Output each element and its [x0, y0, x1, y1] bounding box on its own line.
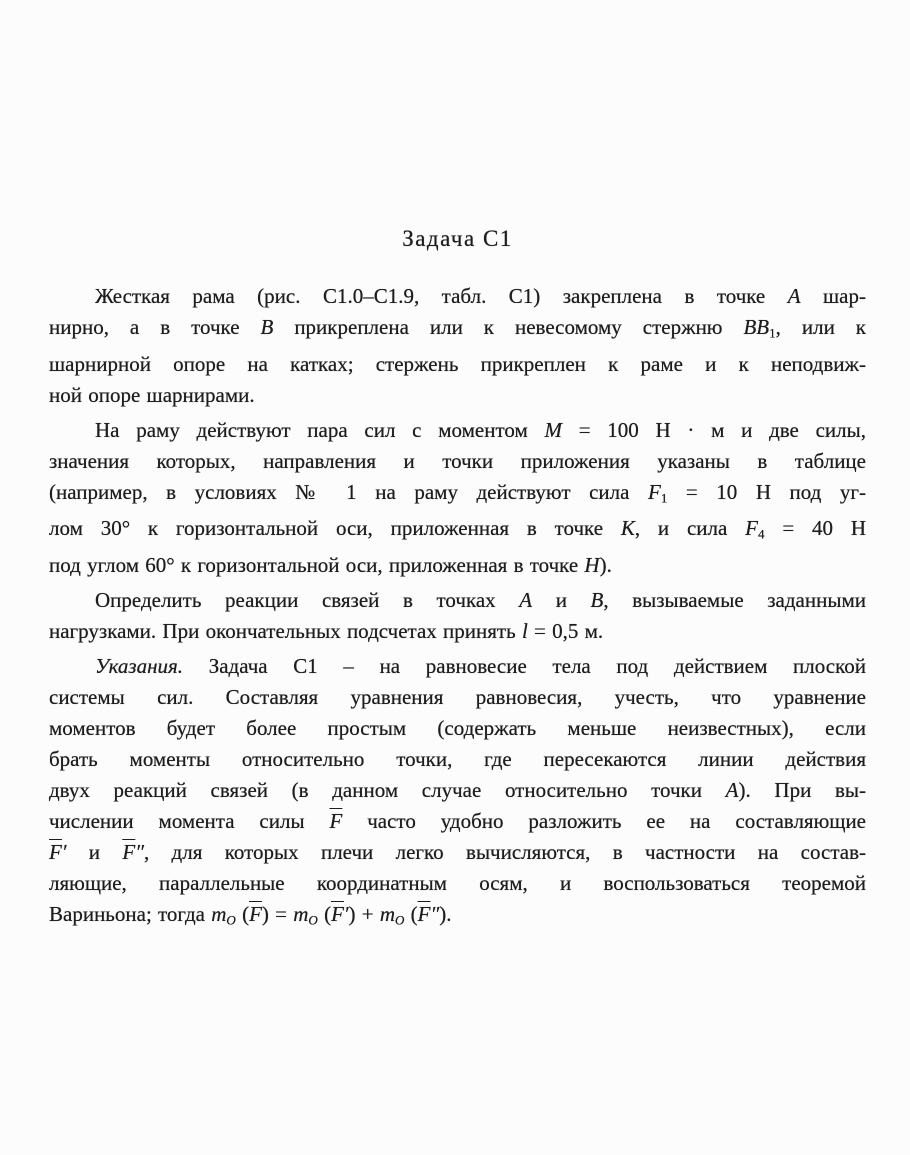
text-run: = 10 Н под уг- — [667, 479, 867, 504]
text-line — [49, 312, 866, 349]
text-run: шарнирной опоре на катках; стержень прикреплен к раме и к неподвиж- — [49, 351, 866, 376]
text-run: нирно, а в точке — [49, 315, 261, 339]
text-run: ной опоре шарнирами. — [49, 382, 255, 407]
text-line — [49, 446, 866, 477]
text-line — [49, 868, 866, 899]
text-run: На раму действуют пара сил с моментом — [95, 417, 545, 442]
text-body — [49, 226, 866, 936]
text-line — [49, 682, 866, 713]
text-run: ) + — [348, 901, 380, 926]
text-run: ). При вы- — [738, 777, 866, 802]
text-run: M — [544, 417, 562, 442]
paragraph — [49, 415, 866, 581]
text-run: ляющие, параллельные координатным осям, и воспользоваться теоремой — [49, 870, 866, 895]
paragraph — [49, 585, 866, 647]
text-run: m — [293, 901, 309, 926]
text-line — [49, 477, 866, 514]
text-run: шар- — [800, 284, 866, 308]
text-run: A — [519, 587, 533, 612]
text-run: $\overline{F}$ — [249, 901, 262, 926]
text-run: ) = — [261, 901, 294, 926]
text-line — [49, 550, 866, 581]
text-run: ′ — [61, 839, 67, 864]
text-run: и — [532, 587, 591, 612]
paragraph — [49, 651, 866, 936]
text-run: A — [787, 284, 801, 308]
paragraph — [49, 281, 866, 411]
text-run: брать моменты относительно точки, где пересекаются линии действия — [49, 746, 866, 771]
text-run: числении момента силы — [49, 808, 330, 833]
text-run: ). — [599, 552, 612, 577]
text-run: ( — [317, 901, 332, 926]
text-run: системы сил. Составляя уравнения равновесия, учесть, что уравнение — [49, 684, 866, 709]
text-run: , вызываемые заданными — [603, 587, 866, 612]
text-run: значения которых, направления и точки приложения указаны в таблице — [49, 448, 866, 473]
text-run: O — [226, 912, 236, 928]
text-line — [49, 616, 866, 647]
text-run: , или к — [775, 315, 867, 339]
text-run: (например, в условиях № 1 на раму действуют сила — [49, 479, 648, 504]
text-run: = 100 Н · м и две силы, — [561, 417, 866, 442]
text-run: Задача С1 – на равновесие тела под действием плоской — [183, 653, 866, 678]
text-run: нагрузками. При окончательных подсчетах принять — [49, 618, 522, 643]
text-run: , и сила — [634, 516, 746, 541]
text-line — [49, 837, 866, 868]
text-run: ( — [404, 901, 418, 926]
text-run: = 0,5 м. — [527, 618, 604, 643]
text-run: $\overline{F}$ — [122, 839, 136, 864]
text-run: m — [379, 901, 396, 926]
text-run: $\overline{F}$ — [329, 808, 343, 833]
text-line — [49, 585, 866, 616]
text-run: H — [584, 552, 600, 577]
text-run: 1 — [769, 325, 776, 341]
text-line — [49, 713, 866, 744]
text-run: 1 — [660, 490, 668, 506]
text-run: лом 30° к горизонтальной оси, приложенная в точке — [49, 516, 621, 541]
text-run: 4 — [758, 526, 765, 542]
text-line — [49, 775, 866, 806]
text-run: A — [725, 777, 739, 802]
text-line — [49, 415, 866, 446]
text-run: $\overline{F}$ — [49, 839, 62, 864]
text-line — [49, 281, 866, 312]
text-run: m — [211, 901, 227, 926]
text-run: Вариньона; тогда — [49, 901, 212, 926]
text-run: под углом 60° к горизонтальной оси, приложенная в точке — [49, 552, 585, 577]
text-line — [49, 513, 866, 550]
text-line — [49, 349, 866, 380]
text-line — [49, 806, 866, 837]
text-run: O — [308, 912, 318, 928]
text-run: прикреплена или к невесомому стержню — [273, 315, 744, 339]
text-run: $\overline{F}$ — [331, 901, 344, 926]
text-run: = 40 Н — [764, 516, 866, 541]
text-run: ). — [439, 901, 452, 926]
text-run: ″ — [135, 839, 144, 864]
text-run: ′ — [343, 901, 349, 926]
text-run: ( — [235, 901, 250, 926]
text-line — [49, 744, 866, 775]
text-run: l — [521, 618, 528, 643]
text-line — [49, 899, 866, 936]
text-line — [49, 380, 866, 411]
text-run: $\overline{F}$ — [417, 901, 431, 926]
text-run: BB — [743, 315, 770, 339]
text-run: Указания. — [95, 653, 184, 678]
text-run: Определить реакции связей в точках — [95, 587, 520, 612]
text-run: , для которых плечи легко вычисляются, в частности на состав- — [143, 839, 866, 864]
text-run: O — [395, 912, 405, 928]
text-run: B — [590, 587, 604, 612]
text-run: F — [647, 479, 661, 504]
text-run: F — [745, 516, 758, 541]
text-run: B — [260, 315, 274, 339]
text-run: и — [66, 839, 123, 864]
text-run: ″ — [430, 901, 440, 926]
text-run: Жесткая рама (рис. С1.0–С1.9, табл. С1) закреплена в точке — [95, 284, 788, 308]
text-run: моментов будет более простым (содержать меньше неизвестных), если — [49, 715, 866, 740]
text-run: K — [620, 516, 635, 541]
page-title: Задача С1 — [402, 226, 513, 251]
paragraphs-container — [49, 281, 866, 936]
text-line — [49, 651, 866, 682]
text-run: часто удобно разложить ее на составляющие — [342, 808, 866, 833]
text-run: двух реакций связей (в данном случае относительно точки — [49, 777, 726, 802]
